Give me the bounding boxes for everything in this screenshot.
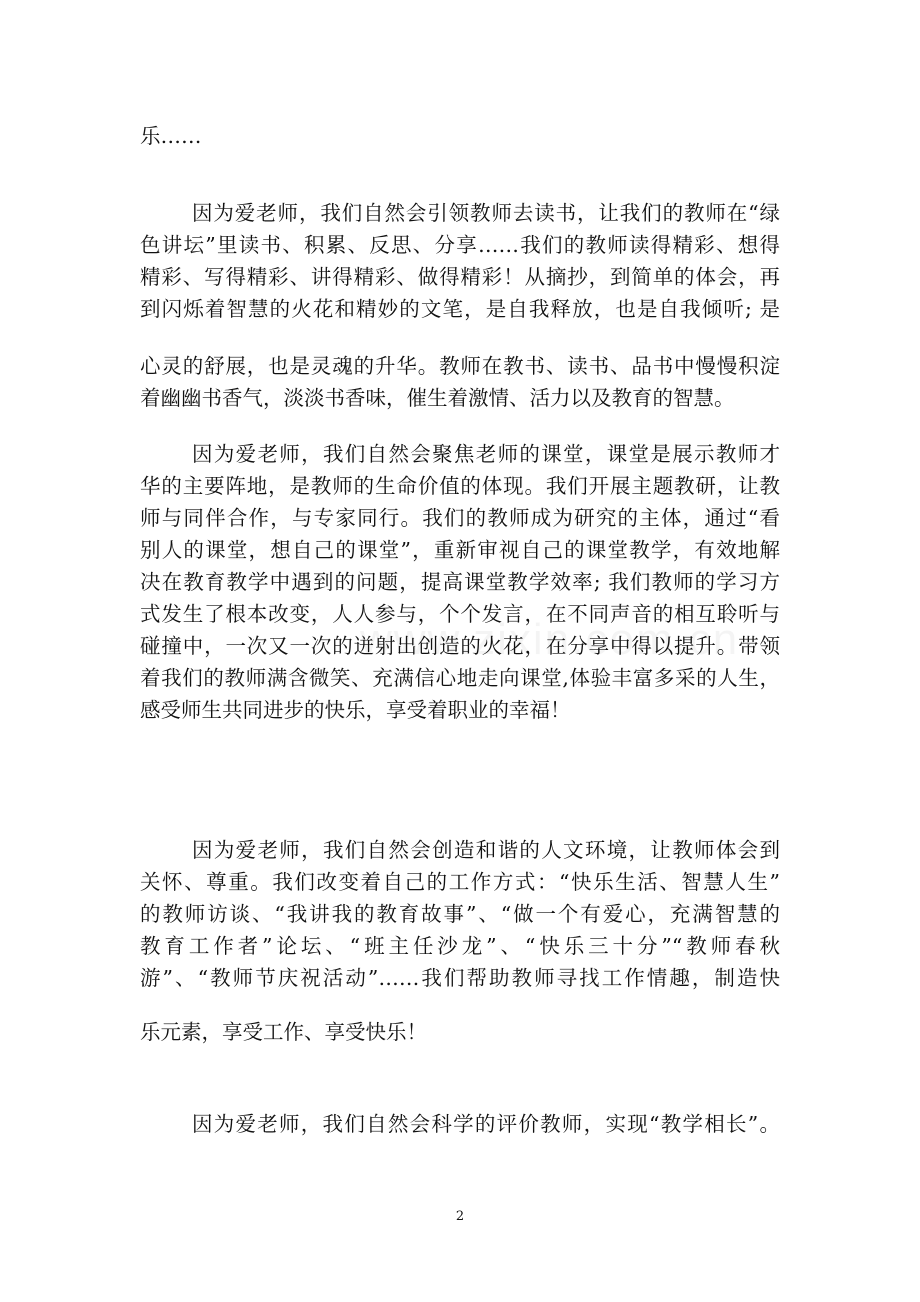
paragraph-line: 华的主要阵地，是教师的生命价值的体现。我们开展主题教研，让教 [140, 474, 780, 498]
paragraph-line: 游”、“教师节庆祝活动”……我们帮助教师寻找工作情趣，制造快 [140, 966, 780, 990]
paragraph-line: 感受师生共同进步的快乐，享受着职业的幸福！ [140, 698, 571, 722]
paragraph-line: 决在教育教学中遇到的问题，提高课堂教学效率; 我们教师的学习方 [140, 570, 780, 594]
paragraph-line: 关怀、尊重。我们改变着自己的工作方式：“快乐生活、智慧人生” [140, 870, 780, 894]
paragraph-line: 乐元素，享受工作、享受快乐！ [140, 1020, 427, 1044]
paragraph-line: 精彩、写得精彩、讲得精彩、做得精彩！从摘抄，到简单的体会，再 [140, 265, 780, 289]
paragraph-line: 到闪烁着智慧的火花和精妙的文笔，是自我释放，也是自我倾听; 是 [140, 297, 780, 321]
paragraph-line: 着幽幽书香气，淡淡书香味，催生着激情、活力以及教育的智慧。 [140, 386, 735, 410]
paragraph-line: 教育工作者”论坛、“班主任沙龙”、“快乐三十分”“教师春秋 [140, 934, 780, 958]
paragraph-line: 色讲坛”里读书、积累、反思、分享……我们的教师读得精彩、想得 [140, 233, 780, 257]
paragraph-line: 乐…… [140, 124, 202, 148]
paragraph-line: 碰撞中，一次又一次的迸射出创造的火花，在分享中得以提升。带领 [140, 634, 780, 658]
paragraph-line: 的教师访谈、“我讲我的教育故事”、“做一个有爱心，充满智慧的 [140, 902, 780, 926]
page-number: 2 [455, 1209, 465, 1224]
paragraph-first-line: 因为爱老师，我们自然会科学的评价教师，实现“教学相长”。 [192, 1112, 780, 1136]
paragraph-first-line: 因为爱老师，我们自然会聚焦老师的课堂，课堂是展示教师才 [192, 442, 780, 466]
paragraph-first-line: 因为爱老师，我们自然会引领教师去读书，让我们的教师在“绿 [192, 201, 780, 225]
paragraph-line: 别人的课堂，想自己的课堂”，重新审视自己的课堂教学，有效地解 [140, 538, 780, 562]
paragraph-line: 着我们的教师满含微笑、充满信心地走向课堂,体验丰富多采的人生， [140, 666, 780, 690]
paragraph-line: 师与同伴合作，与专家同行。我们的教师成为研究的主体，通过“看 [140, 506, 780, 530]
paragraph-first-line: 因为爱老师，我们自然会创造和谐的人文环境，让教师体会到 [192, 838, 780, 862]
paragraph-line: 式发生了根本改变，人人参与，个个发言，在不同声音的相互聆听与 [140, 602, 780, 626]
paragraph-line: 心灵的舒展，也是灵魂的升华。教师在教书、读书、品书中慢慢积淀 [140, 354, 780, 378]
